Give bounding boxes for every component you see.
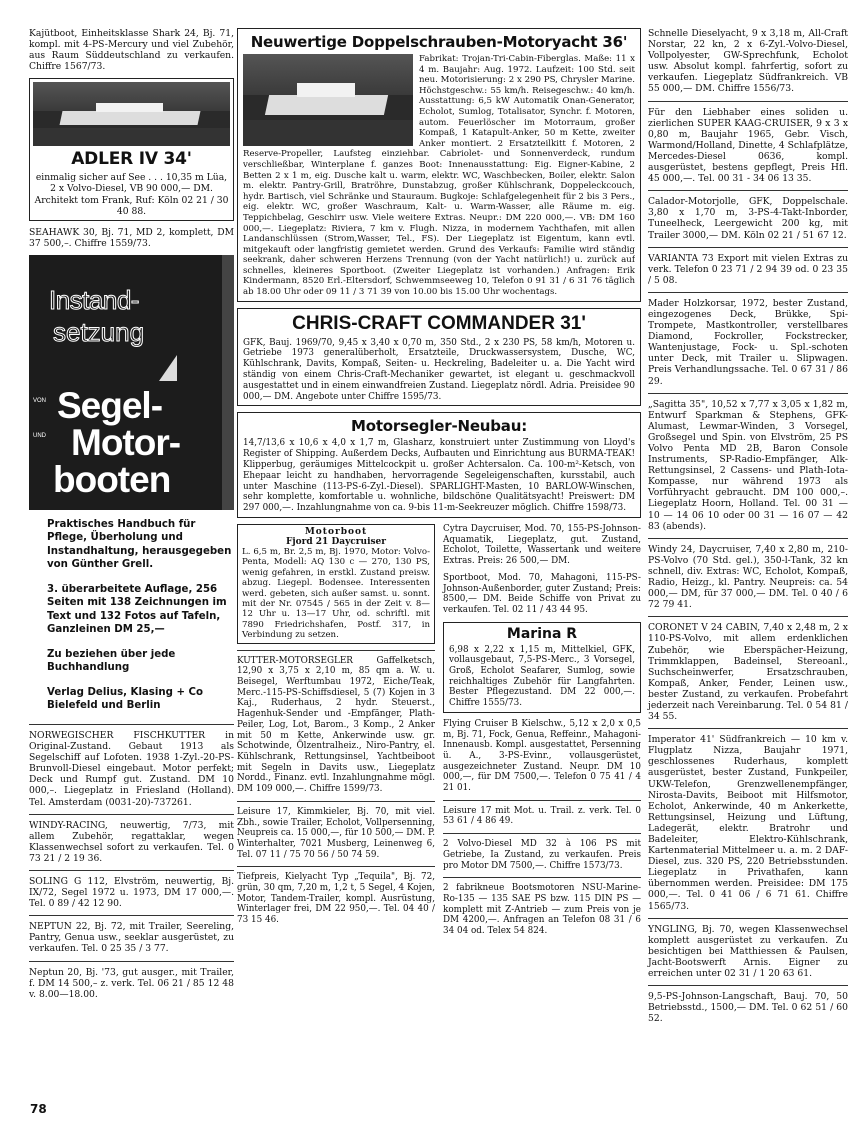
ad-fjord-box — [237, 524, 435, 644]
motorsegler-title: Motorsegler-Neubau: — [350, 417, 528, 436]
ad-imperator: Imperator 41' Südfrankreich — 10 km v. Flugplatz Nizza, Baujahr 1971, geschlossenes Ruderhaus, komplett ausgerüstet, bester Zustand, Funkpeiler, UKW-Telefon, Grenzwellenempfänger, Nirosta-Davits, Beiboot mit Hilfsmotor, Echolot, Ankerwinde, 40 m Ankerkette, Rettungsinsel, Heizung und Lüftung, Ladegerät, elektr. Bratrohr und Badeleiter, Elektro-Kühlschrank, Kartenmaterial Mittelmeer u. a. m. 2 DAF-Diesel, zus. 320 PS, 220 Betriebsstunden. Liegeplatz in Privathafen, kann übernommen werden. Preisidee: DM 175 000,—. Tel. 0 41 06 / 6 71 61. Chiffre 1565/73. — [648, 734, 848, 912]
ad-cytra: Cytra Daycruiser, Mod. 70, 155-PS-Johnson-Aquamatik, Liegeplatz, gut. Zustand, Echolot, Toilette, Wassertank und weitere Extras. Preis: 26 500,— DM. — [443, 524, 641, 567]
ad-leisure-trail: Leisure 17 mit Mot. u. Trail. z. verk. Tel. 0 53 61 / 4 86 49. — [443, 805, 641, 827]
ad-kajuetboot: Kajütboot, Einheitsklasse Shark 24, Bj. 71, kompl. mit 4-PS-Mercury und viel Zubehör, aus Raum Süddeutschland zu verkaufen. Chiffre 1567/73. — [29, 28, 234, 73]
ad-calador: Calador-Motorjolle, GFK, Doppelschale. 3,80 x 1,70 m, 3-PS-4-Takt-Inborder, Tuneelheck, Leergewicht 200 kg, mit Trailer 3000,— DM. Köln 02 21 / 51 67 12. — [648, 196, 848, 241]
ad-volvo: 2 Volvo-Diesel MD 32 à 106 PS mit Getriebe, Ia Zustand, zu verkaufen. Preis pro Motor DM 7500,—. Chiffre 1573/73. — [443, 839, 641, 871]
ad-nsu: 2 fabrikneue Bootsmotoren NSU-Marine-Ro-135 — 135 SAE PS bzw. 115 DIN PS — komplett mit Z-Antrieb — zum Preis von je DM 4200,—. Anfragen an Telefon 08 31 / 6 34 04 od. Telex 54 824. — [443, 883, 641, 937]
ad-windy24: Windy 24, Daycruiser, 7,40 x 2,80 m, 210-PS-Volvo (70 Std. gel.), 350-l-Tank, 32 kn schnell, div. Extras: WC, Echolot, Kompaß, Radio, Heizg., kl. Pantry. Neupreis: ca. 54 000,— DM, für 37 000,— DM. Tel. 0 40 / 6 72 79 41. — [648, 543, 848, 611]
ad-kaag: Für den Liebhaber eines soliden u. zierlichen SUPER KAAG-CRUISER, 9 x 3 x 0,80 m, Baujahr 1965, Gebr. Visch, Warmond/Holland, Dinette, 4 Schlafplätze, Mercedes-Diesel 0636, kompl. ausgerüstet, bestens gepflegt, Preis Hfl. 45 000,—. Tel. 00 31 - 34 06 13 35. — [648, 106, 848, 185]
subcol-left — [237, 524, 435, 943]
book-title-line3: Segel- — [57, 384, 163, 426]
column-right — [648, 28, 848, 1030]
ad-seahawk: SEAHAWK 30, Bj. 71, MD 2, komplett, DM 37 500,–. Chiffre 1559/73. — [29, 226, 234, 249]
fjord-head: Motorboot — [304, 527, 368, 538]
ad-motoryacht-box — [237, 28, 641, 302]
ad-windy: WINDY-RACING, neuwertig, 7/73, mit allem Zubehör, regattaklar, wegen Klassenwechsel sofort zu verkaufen. Tel. 0 73 21 / 2 19 36. — [29, 819, 234, 864]
book-title-line5: booten — [53, 458, 171, 500]
ad-tiefpreis: Tiefpreis, Kielyacht Typ „Tequila", Bj. 72, grün, 30 qm, 7,20 m, 1,2 t, 5 Segel, 4 Kojen, Motor, Tandem-Trailer, kompl. Ausrüstung, Winterlager frei, DM 22 950,—. Tel. 04 40 / 73 15 46. — [237, 872, 435, 926]
fjord-text: L. 6,5 m, Br. 2,5 m, Bj. 1970, Motor: Volvo-Penta, Modell: AQ 130 c — 270, 130 PS, wenig gefahren, in erstkl. Zustand preisw. abzug. Liegepl. Bodensee. Interessenten werd. gebeten, sich außer samst. u. sonnt. mit der Nr. 07545 / 565 in der Zeit v. 8—12 Uhr u. 13—17 Uhr, od. schriftl. mit 7890 Friedrichshafen, Postf. 317, in Verbindung zu setzen. — [242, 547, 430, 641]
middle-subcolumns — [237, 524, 641, 943]
fjord-sub: Fjord 21 Daycruiser — [285, 537, 387, 548]
promo-line: Praktisches Handbuch für Pflege, Überholung und Instandhaltung, herausgegeben von Günther Grell. — [47, 518, 232, 571]
yacht-text: Fabrikat: Trojan-Tri-Cabin-Fiberglas. Maße: 11 x 4 m. Baujahr: Aug. 1972. Laufzeit: 100 Std. seit neu. Motorisierung: 2 x 290 PS, Chrysler Marine. Höchstgeschw.: 55 km/h. Reisegeschw.: 40 km/h. Ausstattung: 6,5 kW Automatik Onan-Generator, Echolot, Sumlog, Totalisator, Synchr. f. Motoren, autom. Feuerlöscher im Motorraum, großer Kompaß, 1 Katapult-Anker, 50 m Kette, zweiter Anker montiert. 2 Ersatzteilkitt f. Motoren, 2 Reserve-Propeller, Laufsteg einziehbar. Cabriolet- und Sonnenverdeck, rundum verschließbar, Winterplane f. ganzes Boot: Innenausstattung: Eig. Eigner-Kabine, 2 Betten 2 x 1 m, eig. Dusche kalt u. warm, elektr. WC, Waschbecken, Boiler, elektr. Salon m. elektr. Pantry-Grill, Bratröhre, Dunstabzug, großer Kühlschrank, Doppeleckcouch, hydr. Bartisch, viel Schränke und Stauraum. Bugkoje: Schlafgelegenheit für 2 bis 3 Pers., eig. elektr. WC, großer Waschraum, Kalt- u. Warm-Wasser, alle Räume m. eig. Teppichbelag, Geschirr usw. Viele weitere Extras. Neupr.: DM 220 000,—. VB: DM 160 000,—. Liegeplatz: Riviera, 7 km v. Flugh. Nizza, in modernem Yachthafen, mit allen Landanschlüssen (Strom,Wasser, Tel., FS). Der Liegeplatz ist Eigentum, kann evtl. mitgekauft oder langfristig gemietet werden. Grund des Verkaufs: Familie wird ständig seekrank, daher schweren Herzens Trennung (von der Yacht natürlich!) u. zurück auf schnelles, kleineres Sportboot. (Zweiter Liegeplatz ist vorhanden.) Anfragen: Erik Kindermann, 8520 Erl.-Eltersdorf, Schwemmseeweg 10, Telefon 0 91 31 / 6 31 76 täglich ab 18.00 Uhr oder 09 11 / 3 71 39 von 10.00 bis 15.00 Uhr wochentags. — [243, 54, 635, 298]
promo-line: Zu beziehen über jede Buchhandlung — [47, 648, 176, 674]
ad-johnson: 9,5-PS-Johnson-Langschaft, Bauj. 70, 50 Betriebsstd., 1500,— DM. Tel. 0 62 51 / 60 52. — [648, 991, 848, 1025]
ad-coronet: CORONET V 24 CABIN, 7,40 x 2,48 m, 2 x 110-PS-Volvo, mit allem erdenklichen Zubehör, wie Eberspächer-Heizung, Trimmklappen, Badeinsel, Stereoanl., Suchscheinwerfer, Ersatzschrauben, Kompaß, Anker, Fender, Leinen usw., bester Zustand, zu verkaufen. Probefahrt jederzeit nach Vereinbarung. Tel. 0 54 81 / 34 55. — [648, 622, 848, 723]
subcol-right — [443, 524, 641, 943]
marina-title: Marina R — [506, 625, 578, 642]
book-title-line1: Instand- — [49, 284, 139, 315]
ad-kutter: KUTTER-MOTORSEGLER Gaffelketsch, 12,90 x 3,75 x 2,10 m, 85 qm a. W. u. Beisegel, Werftumbau 1972, Eiche/Teak, Merc.-115-PS-Schiffsdiesel, 5 (7) Kojen in 3 Kaj., Ruderhaus, 2 hydr. Steuerst., Hagenhuk-Sender und -Empfänger, Plath-Peiler, Log, Lot, Barom., 3 Komp., 2 Anker mit 50 m Kette, Ankerwinde usw. gr. Schotwinde, Ölzentralheiz., Niro-Pantry, el. Kühlschrank, Rettungsinsel, Yachtbeiboot mit Segeln in Davits usw., Liegeplatz Nordd., Finanz. evtl. Inzahlungnahme mögl. DM 109 000,—. Chiffre 1599/73. — [237, 655, 435, 795]
yacht-photo — [243, 54, 413, 146]
yacht-title: Neuwertige Doppelschrauben-Motoryacht 36' — [250, 33, 628, 51]
book-und: UND — [33, 432, 46, 439]
book-title-line2: setzung — [53, 316, 145, 347]
ad-adler-box — [29, 78, 234, 220]
ad-neptun22: NEPTUN 22, Bj. 72, mit Trailer, Seereling, Pantry, Genua usw., seeklar ausgerüstet, zu verkaufen. Tel. 0 25 35 / 3 77. — [29, 921, 234, 955]
book-promo — [29, 518, 234, 713]
column-left — [29, 28, 234, 1006]
book-von: VON — [33, 397, 47, 404]
motorsegler-text: 14,7/13,6 x 10,6 x 4,0 x 1,7 m, Glasharz, konstruiert unter Zustimmung von Lloyd's Register of Shipping. Außerdem Decks, Aufbauten und Einrichtung aus BURMA-TEAK! Klipperbug, geräumiges Mittelcockpit u. großer Achtersalon. Ca. 100-m²-Ketsch, von Ehepaar leicht zu handhaben, hervorragende Segeleigenschaften, kursstabil, auch unter Maschine (113-PS-6-Zyl.-Diesel). SPARLIGHT-Masten, 10 BARLOW-Winschen, sehr komplette, komfortable u. wohnliche, bildschöne Qualitätsyacht! Preiswert: DM 297 000,—. Inzahlungnahme von ca. 9-bis 11-m-Seekreuzer möglich. Chiffre 1598/73. — [243, 438, 635, 514]
ad-schnelle: Schnelle Dieselyacht, 9 x 3,18 m, All-Craft Norstar, 22 kn, 2 x 6-Zyl.-Volvo-Diesel, Vollpolyester, GW-Sprechfunk, Echolot usw. Absolut kompl. fahrfertig, sofort zu verkaufen. Liegeplatz Südfrankreich. VB 55 000,— DM. Chiffre 1556/73. — [648, 28, 848, 95]
ad-marina-box — [443, 622, 641, 713]
ad-sagitta: „Sagitta 35", 10,52 x 7,77 x 3,05 x 1,82 m, Entwurf Sparkman & Stephens, GFK-Alumast, Lewmar-Winden, 3 Vorsegel, Großsegel und Spin. von Elvström, 25 PS Volvo Penta MD 2B, Baron Console Instruments, SP-Radio-Empfänger, Alk-Rettungsinsel, 2 Cassens- und Plath-Iota-Kompasse, nur während 1973 als Vorführyacht gebraucht. DM 100 000,–. Liegeplatz Hoorn, Holland. Tel. 00 31 — 10 — 14 06 10 oder 00 31 — 16 07 — 42 83 (abends). — [648, 398, 848, 532]
ad-chriscraft-box — [237, 308, 641, 407]
book-title-line4: Motor- — [71, 421, 181, 463]
book-cover-image — [29, 255, 234, 510]
ad-sportboot: Sportboot, Mod. 70, Mahagoni, 115-PS-Johnson-Außenborder, guter Zustand; Preis: 8500,— DM. Beide Schiffe von Privat zu verkaufen. Tel. 02 11 / 43 44 95. — [443, 572, 641, 615]
adler-text: einmalig sicher auf See . . . 10,35 m Lüa, 2 x Volvo-Diesel, VB 90 000,— DM. Architekt tom Frank, Ruf: Köln 02 21 / 30 40 88. — [34, 172, 229, 217]
promo-line: Verlag Delius, Klasing + Co Bielefeld und Berlin — [47, 686, 204, 712]
promo-line: 3. überarbeitete Auflage, 256 Seiten mit 138 Zeichnungen im Text und 132 Fotos auf Tafeln, Ganzleinen DM 25,— — [47, 583, 227, 636]
adler-title: ADLER IV 34' — [71, 149, 192, 170]
ad-mader: Mader Holzkorsar, 1972, bester Zustand, eingezogenes Deck, Brükke, Spi-Trompete, Mastkontroller, verstellbares Diamond, Fockroller, Fockstrecker, Wantenjustage, Fock- u. Spl.-schoten unter Deck, mit Trailer u. Slipwagen. Preis Verhandlungssache. Tel. 0 67 31 / 86 29. — [648, 297, 848, 387]
sailboat-icon — [159, 355, 177, 381]
ad-varianta: VARIANTA 73 Export mit vielen Extras zu verk. Telefon 0 23 71 / 2 94 39 od. 0 23 35 / 5 08. — [648, 252, 848, 286]
boat-photo — [33, 82, 230, 146]
ad-leisure17: Leisure 17, Kimmkieler, Bj. 70, mit viel. Zbh., sowie Trailer, Echolot, Vollpersenning, Neupreis ca. 15 000,—, für 10 500,— DM. P. Winterhalter, 7021 Musberg, Leinenweg 6, Tel. 07 11 / 75 70 56 / 50 74 59. — [237, 806, 435, 860]
chriscraft-title: CHRIS-CRAFT COMMANDER 31' — [292, 312, 586, 334]
ad-motorsegler-box — [237, 412, 641, 518]
page-number: 78 — [30, 1102, 47, 1116]
ad-norweg: NORWEGISCHER FISCHKUTTER in Original-Zustand. Gebaut 1913 als Segelschiff auf Lofoten. 1938 1-Zyl.-20-PS-Brunvoll-Diesel eingebaut. Motor perfekt; Deck und Rumpf gut. Zustand. DM 10 000,–. Liegeplatz in Friesland (Holland). Tel. Amsterdam (0031-20)-737261. — [29, 729, 234, 808]
column-middle — [237, 28, 641, 943]
ad-yngling: YNGLING, Bj. 70, wegen Klassenwechsel komplett ausgerüstet zu verkaufen. Zu besichtigen bei Matthiessen & Paulsen, Jacht-Bootswerft Arnis. Eigner zu erreichen unter 02 31 / 1 20 63 61. — [648, 923, 848, 980]
ad-flying: Flying Cruiser B Kielschw., 5,12 x 2,0 x 0,5 m, Bj. 71, Fock, Genua, Reffeinr., Mahagoni-Innenausb. Kompl. ausgestattet, Persenning ü. A., 3-PS-Evinr., vollausgerüstet, ausgezeichneter Zustand. Neupr. DM 10 000,—, für DM 7500,—. Telefon 0 75 41 / 4 21 01. — [443, 718, 641, 794]
ad-neptun20: Neptun 20, Bj. '73, gut ausger., mit Trailer, f. DM 14 500,– z. verk. Tel. 06 21 / 85 12 48 v. 8.00—18.00. — [29, 966, 234, 1000]
chriscraft-text: GFK, Bauj. 1969/70, 9,45 x 3,40 x 0,70 m, 350 Std., 2 x 230 PS, 58 km/h, Motoren u. Getriebe 1973 generalüberholt, Ersatzteile, Druckwassersystem, Dusche, WC, Kühlschrank, Davits, Kompaß, Seiten- u. Heckreling, Badeleiter u. a. Die Yacht wird ständig von einem Chris-Craft-Mechaniker gewartet, ist elegant u. geschmackvoll ausgestattet und in einem einwandfreien Zustand. Liegeplatz nördl. Adria. Preisidee 90 000,— DM. Angebote unter Chiffre 1595/73. — [243, 337, 635, 402]
book-spine — [222, 255, 234, 510]
ad-soling: SOLING G 112, Elvström, neuwertig, Bj. IX/72, Segel 1972 u. 1973, DM 17 000,—. Tel. 0 89 / 42 12 90. — [29, 875, 234, 910]
marina-text: 6,98 x 2,22 x 1,15 m, Mittelkiel, GFK, vollausgebaut, 7,5-PS-Merc., 3 Vorsegel, Groß, Echolot Seafarer, Sumlog, sowie reichhaltiges Zubehör für Langfahrten. Bester Pflegezustand. DM 22 000,—. Chiffre 1555/73. — [449, 644, 635, 709]
